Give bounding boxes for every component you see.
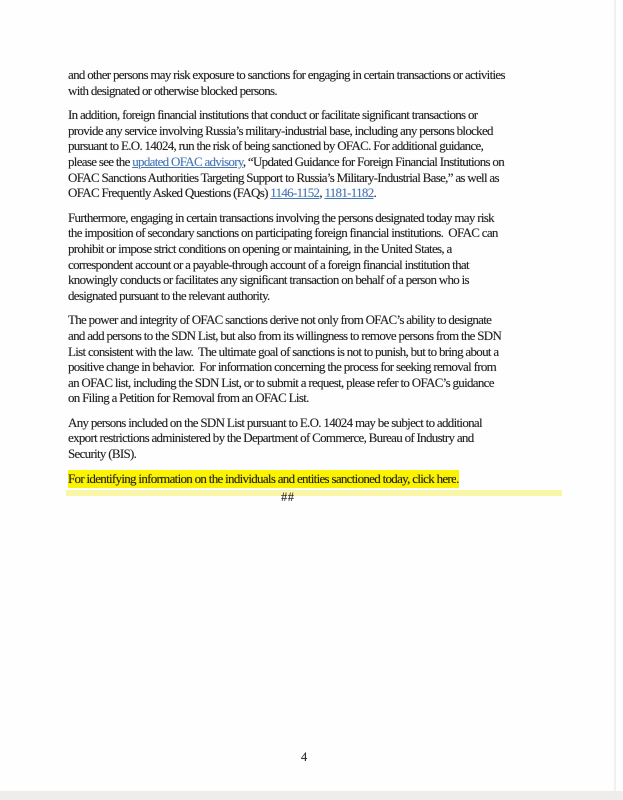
text-line — [68, 359, 580, 375]
text-line — [68, 123, 580, 139]
text-line — [68, 344, 580, 360]
text-line — [68, 67, 580, 83]
paragraph-risk-exposure — [68, 67, 580, 98]
text-segment: List consistent with the law. The ultimate goal of sanctions is not to punish, but to bring about a — [68, 343, 499, 359]
text-segment: provide any service involving Russia’s military-industrial base, including any persons blocked — [68, 122, 493, 138]
click-here-link[interactable]: click here — [412, 470, 457, 486]
text-segment: Furthermore, engaging in certain transactions involving the persons designated today may risk — [68, 209, 494, 225]
text-line — [68, 272, 580, 288]
paragraph-highlight-notice — [68, 471, 580, 497]
text-segment: For identifying information on the individuals and entities sanctioned today, — [68, 470, 413, 486]
paragraph-secondary-sanctions — [68, 210, 580, 304]
text-line — [68, 107, 580, 123]
text-segment: and other persons may risk exposure to sanctions for engaging in certain transactions or activities — [68, 67, 505, 82]
text-segment: . — [373, 185, 377, 201]
text-segment: correspondent account or a payable-through account of a foreign financial institution that — [68, 256, 469, 272]
link-updated-ofac-advisory[interactable]: updated OFAC advisory — [132, 153, 243, 169]
text-line — [68, 390, 580, 406]
text-line — [68, 328, 580, 344]
text-segment: The power and integrity of OFAC sanctions derive not only from OFAC’s ability to designate — [68, 312, 492, 328]
text-segment: positive change in behavior. For information concerning the process for seeking removal from — [68, 359, 497, 375]
text-segment: export restrictions administered by the Department of Commerce, Bureau of Industry and — [68, 430, 474, 446]
text-line — [68, 83, 580, 99]
text-segment: knowingly conducts or facilitates any significant transaction on behalf of a person who is — [68, 272, 469, 288]
text-line — [68, 210, 580, 226]
text-segment: pursuant to E.O. 14024, run the risk of being sanctioned by OFAC. For additional guidance, — [68, 138, 484, 154]
text-line — [68, 446, 580, 462]
scan-edge-bottom — [0, 791, 623, 800]
text-line — [68, 415, 580, 431]
text-line — [68, 225, 580, 241]
text-segment: , “Updated Guidance for Foreign Financial Institutions on — [242, 153, 505, 169]
text-segment: OFAC Sanctions Authorities Targeting Support to Russia’s Military-Industrial Base,” as well as — [68, 169, 499, 185]
text-segment: on Filing a Petition for Removal from an OFAC List. — [68, 390, 309, 406]
paragraph-export-restrictions — [68, 415, 580, 462]
text-line — [68, 170, 580, 186]
text-segment: . — [456, 470, 459, 486]
link-faqs-1181-1182[interactable]: 1181-1182 — [324, 185, 374, 201]
text-line — [68, 257, 580, 273]
text-segment: please see the — [68, 153, 133, 169]
paragraph-sdn-list-removal — [68, 312, 580, 406]
link-faqs-1146-1152[interactable]: 1146-1152 — [270, 185, 320, 201]
paragraph-foreign-financial-institutions — [68, 107, 580, 201]
text-segment: , — [319, 185, 325, 201]
press-release-body — [68, 67, 580, 505]
scan-edge-right — [614, 0, 616, 800]
text-line — [68, 185, 580, 201]
text-line — [68, 288, 580, 304]
page-number: 4 — [301, 750, 308, 764]
text-segment: the imposition of secondary sanctions on participating foreign financial institutions. OFAC can — [68, 225, 498, 241]
text-segment: with designated or otherwise blocked persons. — [68, 82, 277, 98]
text-line — [68, 375, 580, 391]
text-line — [68, 138, 580, 154]
text-segment: Any persons included on the SDN List pursuant to E.O. 14024 may be subject to additional — [68, 414, 482, 430]
end-mark: ## — [281, 490, 295, 504]
text-segment: Security (BIS). — [68, 446, 137, 462]
text-segment: OFAC Frequently Asked Questions (FAQs) — [68, 185, 271, 201]
text-segment: an OFAC list, including the SDN List, or to submit a request, please refer to OFAC’s guidance — [68, 374, 494, 390]
text-line — [68, 430, 580, 446]
text-line — [68, 471, 580, 487]
text-segment: prohibit or impose strict conditions on opening or maintaining, in the United States, a — [68, 240, 452, 256]
text-segment: In addition, foreign financial institutions that conduct or facilitate significant transactions or — [68, 107, 478, 123]
text-line — [68, 154, 580, 170]
text-segment: and add persons to the SDN List, but also from its willingness to remove persons from the SDN — [68, 327, 502, 343]
text-segment: designated pursuant to the relevant authority. — [68, 287, 270, 303]
text-line — [68, 312, 580, 328]
text-line — [68, 241, 580, 257]
